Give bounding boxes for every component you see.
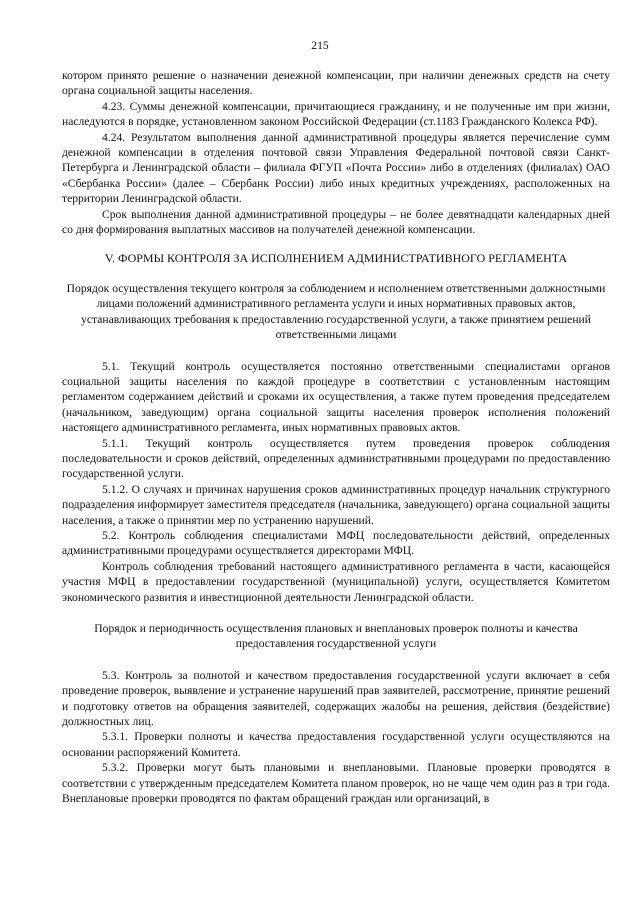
paragraph-5-1: 5.1. Текущий контроль осуществляется постоянно ответственными специалистами органов социальной защиты населения по каждой процедуре в соответствии с установленным настоящим регламентом содержанием действий и сроками их осуществления, а также путем проведения председателем (начальником, заведующим) органа социальной защиты населения проверок исполнения положений настоящего административного регламента, иных нормативных правовых актов. <box>62 359 610 435</box>
paragraph-5-2-continued: Контроль соблюдения требований настоящего административного регламента в части, касающейся участия МФЦ в предоставлении государственной (муниципальной) услуги, осуществляется Комитетом экономического развития и инвестиционной деятельности Ленинградской области. <box>62 559 610 604</box>
paragraph-deadline: Срок выполнения данной административной процедуры – не более девятнадцати календарных дней со дня формирования выплатных массивов на получателей денежной компенсации. <box>62 207 610 237</box>
paragraph-5-2: 5.2. Контроль соблюдения специалистами МФЦ последовательности действий, определенных административными процедурами осуществляется директорами МФЦ. <box>62 528 610 558</box>
paragraph-5-3-2: 5.3.2. Проверки могут быть плановыми и внеплановыми. Плановые проверки проводятся в соответствии с утвержденным председателем Комитета планом проверок, но не чаще чем один раз в три года. Внеплановые проверки проводятся по фактам обращений граждан или организаций, в <box>62 761 610 806</box>
page-number: 215 <box>311 39 329 52</box>
paragraph-5-1-2: 5.1.2. О случаях и причинах нарушения сроков административных процедур начальник структурного подразделения информирует заместителя председателя (начальника, заведующего) органа социальной защиты населения, а также о принятии мер по устранению нарушений. <box>62 482 610 527</box>
document-body <box>62 68 610 806</box>
paragraph-continuation: котором принято решение о назначении денежной компенсации, при наличии денежных средств на счету органа социальной защиты населения. <box>62 69 610 98</box>
paragraph-4-23: 4.23. Суммы денежной компенсации, причитающиеся гражданину, и не полученные им при жизни, наследуются в порядке, установленном законом Российской Федерации (ст.1183 Гражданского Колекса РФ). <box>62 99 610 129</box>
paragraph-5-3: 5.3. Контроль за полнотой и качеством предоставления государственной услуги включает в себя проведение проверок, выявление и устранение нарушений прав заявителей, рассмотрение, принятие решений и подготовку ответов на обращения заявителей, содержащих жалобы на решения, действия (бездействие) должностных лиц. <box>62 668 610 729</box>
paragraph-5-1-1: 5.1.1. Текущий контроль осуществляется путем проведения проверок соблюдения последовательности и сроков действий, определенных административными процедурами по предоставлению государственной услуги. <box>62 436 610 481</box>
subheading-current-control: Порядок осуществления текущего контроля за соблюдением и исполнением ответственными должностными лицами положений административного регламента услуги и иных нормативных правовых актов, устанавливающих требования к предоставлению государственной услуги, а также принятием решений ответственными лицами <box>66 281 606 342</box>
paragraph-5-3-1: 5.3.1. Проверки полноты и качества предоставления государственной услуги осуществляются на основании распоряжений Комитета. <box>62 730 610 759</box>
paragraph-4-24: 4.24. Результатом выполнения данной административной процедуры является перечисление сумм денежной компенсации в отделения почтовой связи Управления Федеральной почтовой связи Санкт-Петербурга и Ленинградской области – филиала ФГУП «Почта России» либо в отделениях (филиалах) ОАО «Сбербанка России» (далее – Сбербанк России) либо иных кредитных учреждениях, расположенных на территории Ленинградской области. <box>62 130 610 206</box>
subheading-inspections: Порядок и периодичность осуществления плановых и внеплановых проверок полноты и качества предоставления государственной услуги <box>94 622 578 651</box>
section-heading: V. ФОРМЫ КОНТРОЛЯ ЗА ИСПОЛНЕНИЕМ АДМИНИСТРАТИВНОГО РЕГЛАМЕНТА <box>104 251 568 266</box>
